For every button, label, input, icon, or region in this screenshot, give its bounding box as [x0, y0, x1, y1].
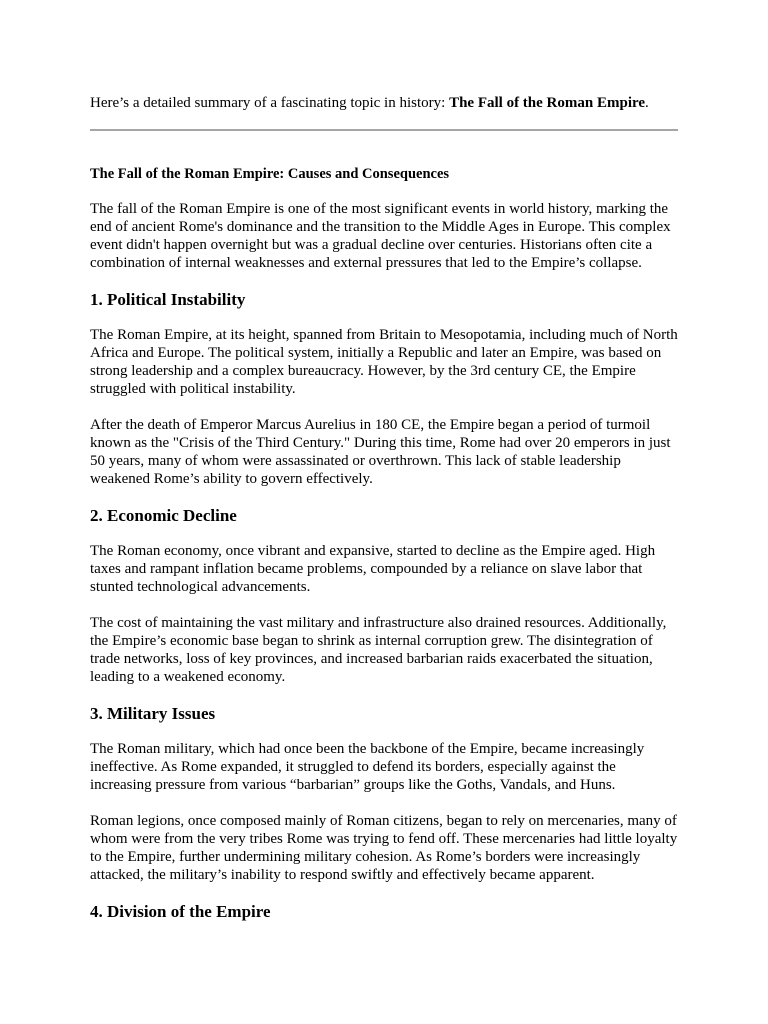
section-heading-economic-decline: 2. Economic Decline	[90, 506, 237, 525]
section-paragraph: The Roman military, which had once been the backbone of the Empire, became increasingly ineffective. As Rome expanded, it struggled to defend its borders, especially against the increasing pressure from various “barbarian” groups like the Goths, Vandals, and Huns.	[90, 741, 645, 793]
section-paragraph: After the death of Emperor Marcus Aurelius in 180 CE, the Empire began a period of turmoil known as the "Crisis of the Third Century." During this time, Rome had over 20 emperors in just 50 years, many of whom were assassinated or overthrown. This lack of stable leadership weakened Rome’s ability to govern effectively.	[90, 417, 671, 487]
section-paragraph: Roman legions, once composed mainly of Roman citizens, began to rely on mercenaries, many of whom were from the very tribes Rome was trying to fend off. These mercenaries had little loyalty to the Empire, further undermining military cohesion. As Rome’s borders were increasingly attacked, the military’s inability to respond swiftly and effectively became apparent.	[90, 813, 678, 883]
intro-line	[90, 0, 678, 112]
section-paragraph: The Roman Empire, at its height, spanned from Britain to Mesopotamia, including much of North Africa and Europe. The political system, initially a Republic and later an Empire, was based on strong leadership and a complex bureaucracy. However, by the 3rd century CE, the Empire struggled with political instability.	[90, 327, 678, 397]
opening-paragraph: The fall of the Roman Empire is one of the most significant events in world history, marking the end of ancient Rome's dominance and the transition to the Middle Ages in Europe. This complex event didn't happen overnight but was a gradual decline over centuries. Historians often cite a combination of internal weaknesses and external pressures that led to the Empire’s collapse.	[90, 201, 671, 271]
document-title: The Fall of the Roman Empire: Causes and Consequences	[90, 166, 450, 182]
section-paragraph: The Roman economy, once vibrant and expansive, started to decline as the Empire aged. High taxes and rampant inflation became problems, compounded by a reliance on slave labor that stunted technological advancements.	[90, 543, 656, 595]
intro-suffix: .	[645, 95, 649, 111]
section-heading-division-of-the-empire: 4. Division of the Empire	[90, 902, 271, 921]
intro-prefix: Here’s a detailed summary of a fascinating topic in history:	[90, 95, 450, 111]
intro-topic: The Fall of the Roman Empire	[449, 95, 646, 111]
section-heading-political-instability: 1. Political Instability	[90, 290, 246, 309]
horizontal-rule	[90, 129, 678, 131]
section-paragraph: The cost of maintaining the vast military and infrastructure also drained resources. Additionally, the Empire’s economic base began to shrink as internal corruption grew. The disintegration of trade networks, loss of key provinces, and increased barbarian raids exacerbated the situation, leading to a weakened economy.	[90, 615, 667, 685]
section-heading-military-issues: 3. Military Issues	[90, 704, 216, 723]
